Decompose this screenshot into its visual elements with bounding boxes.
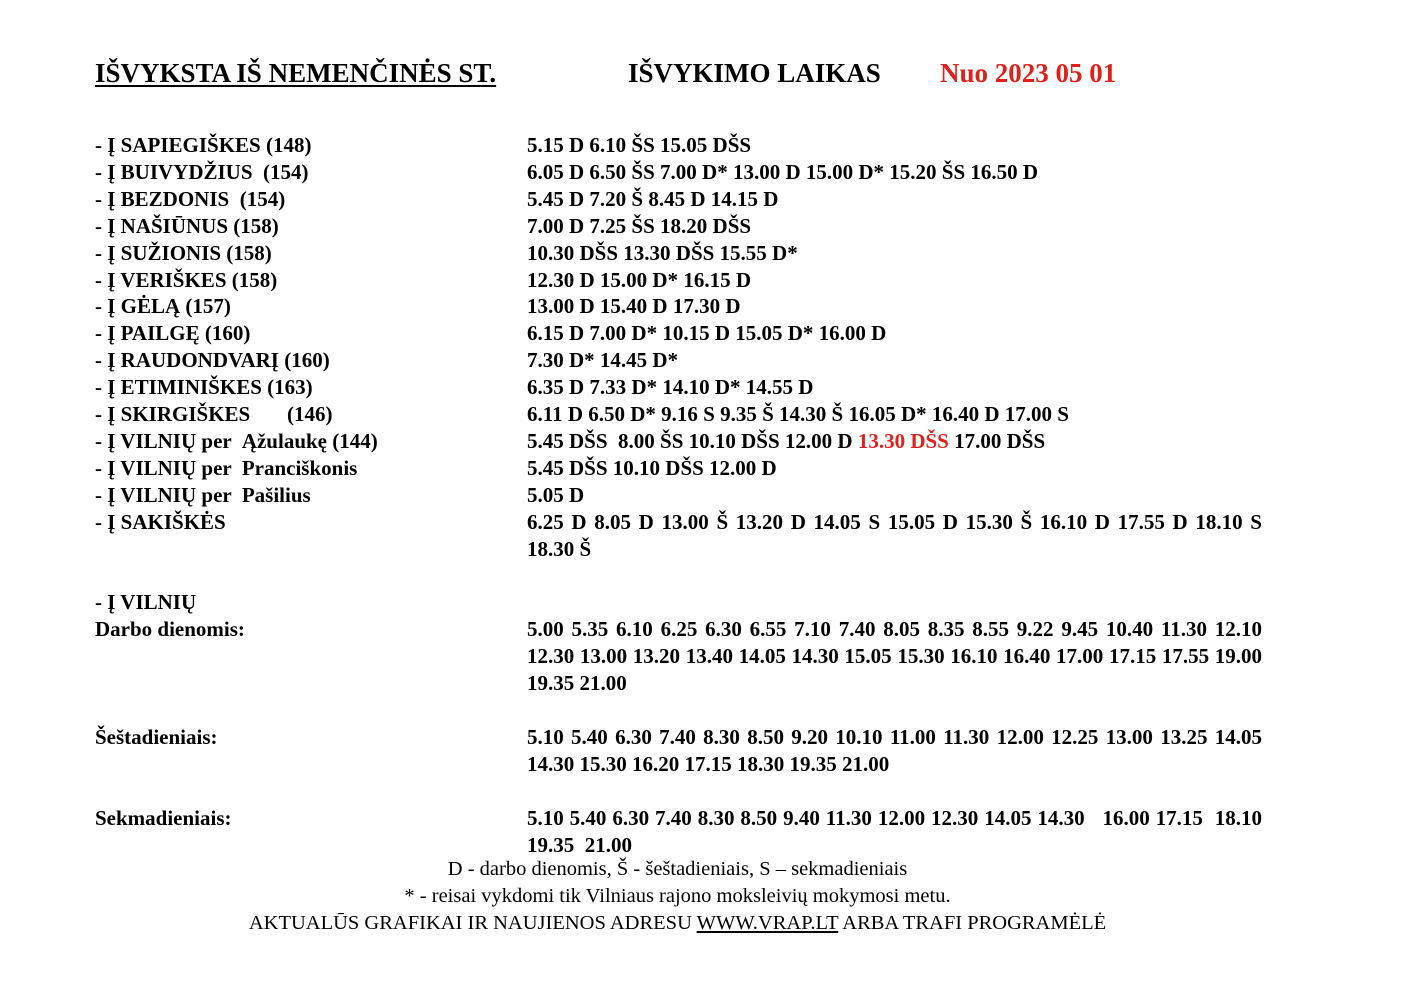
departs-from-title: IŠVYKSTA IŠ NEMENČINĖS ST.	[95, 58, 497, 88]
route-times: 5.15 D 6.10 ŠS 15.05 DŠS	[527, 133, 752, 157]
route-times: 6.35 D 7.33 D* 14.10 D* 14.55 D	[527, 375, 814, 400]
route-times: 6.25 D 8.05 D 13.00 Š 13.20 D 14.05 S 15.05 D 15.30 Š 16.10 D 17.55 D 18.10 S 18.30 Š	[527, 509, 1262, 561]
route-row-etiminiskes	[95, 374, 1305, 401]
vilnius-section-title: - Į VILNIŲ	[95, 590, 197, 615]
route-destination: - Į RAUDONDVARĮ (160)	[95, 348, 330, 373]
route-row-pailge	[95, 320, 1305, 347]
highlighted-departure: 13.30 DŠS	[857, 428, 949, 453]
route-times-part: 5.45 DŠS 8.00 ŠS 10.10 DŠS 12.00 D	[527, 428, 858, 453]
info-text: ARBA TRAFI PROGRAMĖLĖ	[838, 912, 1107, 934]
route-destination: - Į VERIŠKES (158)	[95, 267, 278, 292]
route-times: 7.30 D* 14.45 D*	[527, 348, 679, 373]
route-row-vilnius-pranciskonis	[95, 455, 1305, 482]
route-destination: - Į VILNIŲ per Pranciškonis	[95, 455, 358, 480]
route-destination: - Į NAŠIŪNUS (158)	[95, 213, 279, 238]
route-times: 13.00 D 15.40 D 17.30 D	[527, 294, 741, 319]
route-list	[95, 132, 1305, 858]
route-times: 5.05 D	[527, 482, 585, 507]
vilnius-section-title-row	[95, 589, 1305, 616]
vilnius-sundays-row	[95, 805, 1305, 859]
info-line	[0, 910, 1355, 937]
route-times: 10.30 DŠS 13.30 DŠS 15.55 D*	[527, 240, 798, 265]
route-destination: - Į VILNIŲ per Ąžulaukę (144)	[95, 428, 378, 453]
route-destination: - Į VILNIŲ per Pašilius	[95, 482, 311, 507]
spacer	[95, 778, 1305, 805]
workdays-times: 5.00 5.35 6.10 6.25 6.30 6.55 7.10 7.40 8.05 8.35 8.55 9.22 9.45 10.40 11.30 12.10 12.30 13.00 13.20 13.40 14.05 14.30 15.05 15.30 16.10 16.40 17.00 17.15 17.55 19.00 19.35 21.00	[527, 617, 1262, 696]
route-destination: - Į GĖLĄ (157)	[95, 294, 231, 319]
route-times: 7.00 D 7.25 ŠS 18.20 DŠS	[527, 213, 752, 238]
departure-time-label: IŠVYKIMO LAIKAS	[628, 58, 881, 88]
route-times: 6.05 D 6.50 ŠS 7.00 D* 13.00 D 15.00 D* 15.20 ŠS 16.50 D	[527, 159, 1039, 184]
route-row-sapiegiskes	[95, 132, 1305, 159]
route-times: 5.45 D 7.20 Š 8.45 D 14.15 D	[527, 186, 779, 211]
route-row-skirgiskes	[95, 401, 1305, 428]
saturdays-times: 5.10 5.40 6.30 7.40 8.30 8.50 9.20 10.10 11.00 11.30 12.00 12.25 13.00 13.25 14.05 14.30 15.30 16.20 17.15 18.30 19.35 21.00	[527, 724, 1262, 776]
route-row-vilnius-azulauke	[95, 428, 1305, 455]
valid-from-date: Nuo 2023 05 01	[940, 58, 1117, 88]
legend-line: D - darbo dienomis, Š - šeštadieniais, S – sekmadieniais	[447, 858, 908, 880]
saturdays-label: Šeštadieniais:	[95, 724, 218, 749]
workdays-label: Darbo dienomis:	[95, 617, 245, 642]
route-destination: - Į SAKIŠKĖS	[95, 509, 226, 534]
route-row-raudondvari	[95, 347, 1305, 374]
route-row-bezdonis	[95, 186, 1305, 213]
route-row-gela	[95, 293, 1305, 320]
route-row-vilnius-pasilius	[95, 482, 1305, 509]
route-destination: - Į PAILGĘ (160)	[95, 321, 251, 346]
route-destination: - Į BEZDONIS (154)	[95, 186, 286, 211]
route-times	[527, 428, 1262, 455]
website-link[interactable]: WWW.VRAP.LT	[696, 912, 839, 934]
route-times: 5.45 DŠS 10.10 DŠS 12.00 D	[527, 455, 777, 480]
route-times: 6.11 D 6.50 D* 9.16 S 9.35 Š 14.30 Š 16.05 D* 16.40 D 17.00 S	[527, 402, 1069, 427]
route-destination: - Į BUIVYDŽIUS (154)	[95, 159, 309, 184]
spacer	[95, 563, 1305, 590]
route-row-nasiunus	[95, 213, 1305, 240]
note-line: * - reisai vykdomi tik Vilniaus rajono moksleivių mokymosi metu.	[404, 885, 951, 907]
route-row-buivydzius	[95, 159, 1305, 186]
route-destination: - Į ETIMINIŠKES (163)	[95, 375, 313, 400]
route-destination: - Į SAPIEGIŠKES (148)	[95, 133, 312, 157]
route-destination: - Į SKIRGIŠKES (146)	[95, 402, 333, 427]
route-row-sakiskes	[95, 509, 1305, 563]
route-row-veriskes	[95, 267, 1305, 294]
page-header	[95, 58, 1295, 98]
route-destination: - Į SUŽIONIS (158)	[95, 240, 272, 265]
route-times-part: 17.00 DŠS	[948, 428, 1046, 453]
route-row-suzionis	[95, 240, 1305, 267]
info-text: AKTUALŪS GRAFIKAI IR NAUJIENOS ADRESU	[248, 912, 697, 934]
vilnius-saturdays-row	[95, 724, 1305, 778]
sundays-label: Sekmadieniais:	[95, 805, 232, 830]
spacer	[95, 697, 1305, 724]
route-times: 12.30 D 15.00 D* 16.15 D	[527, 267, 751, 292]
route-times: 6.15 D 7.00 D* 10.15 D 15.05 D* 16.00 D	[527, 321, 887, 346]
page-footer	[0, 856, 1355, 937]
sundays-times: 5.10 5.40 6.30 7.40 8.30 8.50 9.40 11.30 12.00 12.30 14.05 14.30 16.00 17.15 18.10 19.35 21.00	[527, 805, 1268, 857]
vilnius-workdays-row	[95, 616, 1305, 697]
